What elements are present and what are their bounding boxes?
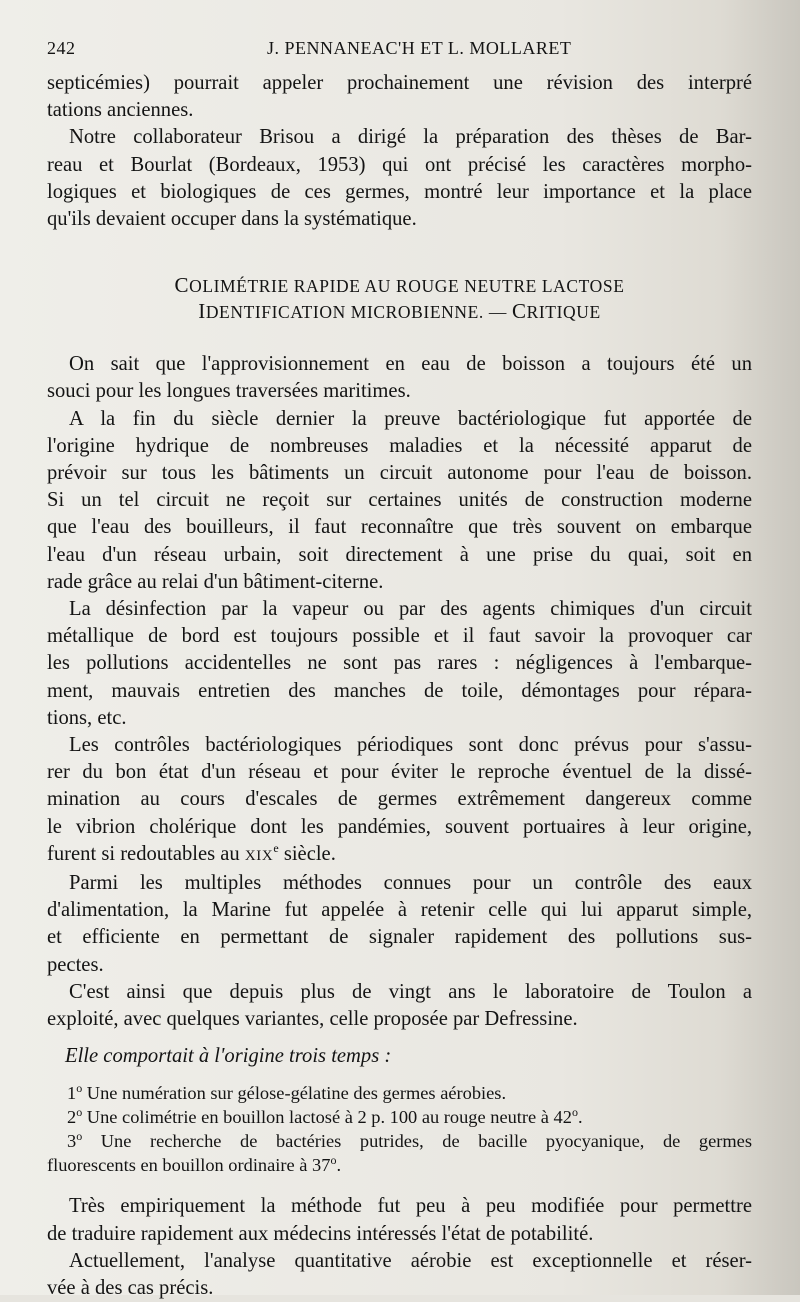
paragraph-toulon [47, 979, 752, 1033]
paragraph-empiriquement [47, 1193, 752, 1247]
paragraph-desinfection [47, 596, 752, 732]
degree-sign: o [330, 1152, 337, 1167]
text-line: pectes. [47, 953, 104, 976]
list-text: Une numération sur gélose-gélatine des germes aérobies. [82, 1083, 507, 1104]
text-line: tations anciennes. [47, 99, 194, 122]
text-line: le vibrion cholérique dont les pandémies, souvent portuaires à leur origine, [47, 815, 752, 838]
section-heading-line-2 [47, 299, 752, 325]
text-line: de traduire rapidement aux médecins intéressés l'état de potabilité. [47, 1222, 594, 1245]
method-list [47, 1082, 752, 1177]
intro-paragraph [47, 70, 752, 124]
heading-initial: C [174, 273, 190, 298]
list-text: fluorescents en bouillon ordinaire à 37 [47, 1154, 331, 1175]
list-text: Une recherche de bactéries putrides, de bacille pyocyanique, de germes [82, 1130, 752, 1151]
text-line: que l'eau des bouilleurs, il faut reconnaître que très souvent on embarque [47, 516, 752, 539]
section-heading [47, 273, 752, 325]
text-line: l'eau d'un réseau urbain, soit directement à une prise du quai, soit en [47, 543, 752, 566]
list-number: 2 [67, 1107, 77, 1128]
superscript: o [76, 1128, 83, 1143]
heading-initial: C [511, 299, 527, 324]
list-text: . [336, 1154, 342, 1175]
paragraph-fin-du-siecle [47, 406, 752, 596]
text-line: rade grâce au relai d'un bâtiment-citerne. [47, 570, 384, 593]
text-line: et efficiente en permettant de signaler rapidement des pollutions sus- [47, 926, 752, 949]
list-item [47, 1130, 752, 1154]
degree-sign: o [571, 1104, 578, 1119]
heading-initial: I [198, 299, 206, 324]
list-text: . [577, 1107, 583, 1128]
text-line: d'alimentation, la Marine fut appelée à retenir celle qui lui apparut simple, [47, 899, 752, 922]
text-line: Si un tel circuit ne reçoit sur certaines unités de construction moderne [47, 489, 752, 512]
text-line: reau et Bourlat (Bordeaux, 1953) qui ont précisé les caractères morpho- [47, 153, 752, 176]
text-run: furent si redoutables au [47, 842, 245, 865]
list-intro: Elle comportait à l'origine trois temps : [65, 1045, 392, 1068]
text-line: l'origine hydrique de nombreuses maladies et la nécessité apparut de [47, 434, 752, 457]
text-line: les pollutions accidentelles ne sont pas rares : négligences à l'embarque- [47, 652, 752, 675]
paragraph-approvisionnement [47, 351, 752, 405]
text-line: La désinfection par la vapeur ou par des agents chimiques d'un circuit [69, 598, 752, 621]
page-number: 242 [47, 38, 76, 58]
list-item [47, 1082, 752, 1106]
text-line: septicémies) pourrait appeler prochainement une révision des interpré [47, 72, 752, 94]
paragraph-controles [47, 732, 752, 870]
text-line: vée à des cas précis. [47, 1277, 214, 1300]
text-line: Parmi les multiples méthodes connues pour un contrôle des eaux [69, 872, 752, 895]
text-line [47, 841, 752, 870]
list-item-continuation [47, 1154, 752, 1178]
superscript: o [76, 1081, 83, 1096]
text-line: souci pour les longues traversées maritimes. [47, 380, 411, 403]
text-line: Actuellement, l'analyse quantitative aérobie est exceptionnelle et réser- [69, 1249, 752, 1272]
heading-dash: — [483, 302, 512, 323]
text-line: logiques et biologiques de ces germes, montré leur importance et la place [47, 180, 752, 203]
paragraph-brisou [47, 124, 752, 233]
text-line: A la fin du siècle dernier la preuve bactériologique fut apportée de [69, 407, 752, 430]
roman-numeral: XIX [244, 847, 274, 864]
section-heading-line-1 [47, 273, 752, 299]
text-line: Très empiriquement la méthode fut peu à peu modifiée pour permettre [69, 1195, 752, 1218]
text-line: métallique de bord est toujours possible et il faut savoir la provoquer car [47, 625, 752, 648]
text-line: mination au cours d'escales de germes extrêmement dangereux comme [47, 788, 752, 811]
text-line: ment, mauvais entretien des manches de toile, démontages pour répara- [47, 679, 752, 702]
text-line: exploité, avec quelques variantes, celle proposée par Defressine. [47, 1008, 578, 1031]
heading-text: OLIMÉTRIE RAPIDE AU ROUGE NEUTRE LACTOSE [189, 276, 625, 297]
heading-text: RITIQUE [526, 302, 601, 323]
text-line: tions, etc. [47, 706, 127, 729]
heading-text: DENTIFICATION MICROBIENNE. [205, 302, 484, 323]
paragraph-methodes [47, 870, 752, 979]
text-line: prévoir sur tous les bâtiments un circuit autonome pour l'eau de boisson. [47, 462, 752, 485]
superscript: o [76, 1104, 83, 1119]
text-line: C'est ainsi que depuis plus de vingt ans le laboratoire de Toulon a [69, 980, 752, 1003]
text-line: Les contrôles bactériologiques périodiques sont donc prévus pour s'assu- [69, 734, 752, 757]
text-line: qu'ils devaient occuper dans la systématique. [47, 208, 417, 231]
paragraph-actuellement [47, 1248, 752, 1302]
text-run: siècle. [278, 842, 336, 865]
running-head [47, 38, 752, 70]
superscript: e [273, 841, 279, 856]
header-authors: J. PENNANEAC'H ET L. MOLLARET [267, 38, 572, 58]
text-line: rer du bon état d'un réseau et pour éviter le reproche éventuel de la dissé- [47, 761, 752, 784]
text-line: Notre collaborateur Brisou a dirigé la préparation des thèses de Bar- [69, 126, 752, 149]
list-text: Une colimétrie en bouillon lactosé à 2 p. 100 au rouge neutre à 42 [82, 1107, 572, 1128]
list-number: 3 [67, 1130, 77, 1151]
list-number: 1 [67, 1083, 77, 1104]
list-item [47, 1106, 752, 1130]
text-line: On sait que l'approvisionnement en eau de boisson a toujours été un [69, 353, 752, 376]
